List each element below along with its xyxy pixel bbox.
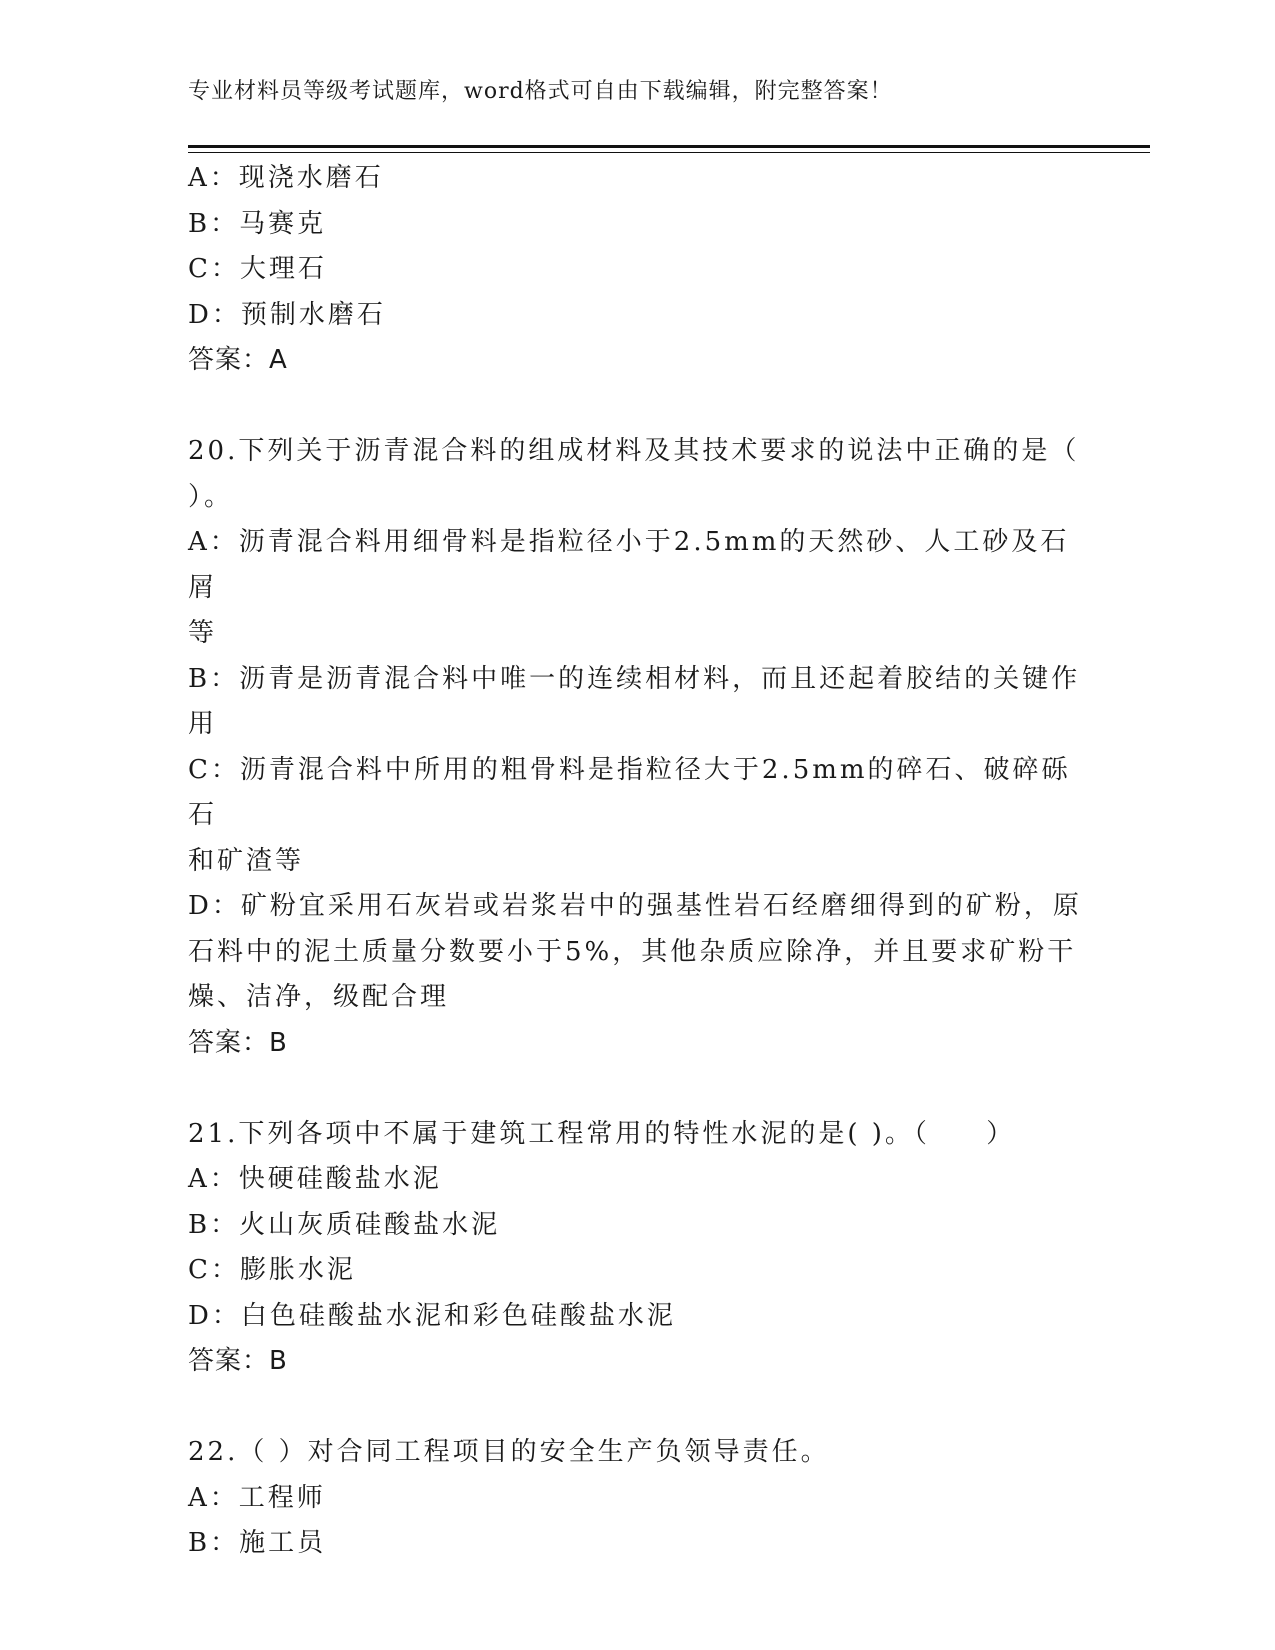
option-a: A：现浇水磨石: [188, 163, 384, 193]
spacer: [188, 384, 1088, 430]
spacer: [188, 1066, 1088, 1112]
option-d: D：白色硅酸盐水泥和彩色硅酸盐水泥: [188, 1300, 676, 1331]
option-a: A：快硬硅酸盐水泥: [188, 1164, 442, 1194]
page-header: 专业材料员等级考试题库，word格式可自由下载编辑，附完整答案！: [188, 79, 893, 104]
spacer: [188, 1385, 1088, 1431]
question-stem: 20.下列关于沥青混合料的组成材料及其技术要求的说法中正确的是（: [188, 436, 1080, 466]
option-c: 和矿渣等: [188, 845, 305, 876]
option-c: C：大理石: [188, 254, 327, 284]
option-b: 用: [188, 709, 218, 739]
option-c: C：沥青混合料中所用的粗骨料是指粒径大于2.5mm的碎石、破碎砾石: [188, 754, 1071, 830]
option-a: A：沥青混合料用细骨料是指粒径小于2.5mm的天然砂、人工砂及石屑: [188, 527, 1070, 603]
option-b: B：火山灰质硅酸盐水泥: [188, 1209, 501, 1240]
question-22: [188, 1430, 1088, 1567]
question-stem: 22.（ ）对合同工程项目的安全生产负领导责任。: [188, 1437, 830, 1467]
header-rule-thick: [188, 145, 1150, 148]
question-content: [188, 156, 1088, 1567]
option-b: B：施工员: [188, 1528, 327, 1558]
question-19: [188, 156, 1088, 384]
answer: 答案：B: [188, 1346, 288, 1376]
option-c: C：膨胀水泥: [188, 1255, 356, 1285]
header-rule-thin: [188, 152, 1150, 153]
option-d: 燥、洁净，级配合理: [188, 982, 450, 1012]
question-21: [188, 1112, 1088, 1385]
question-stem: 21.下列各项中不属于建筑工程常用的特性水泥的是( )。（ ）: [188, 1118, 1016, 1149]
option-b: B：马赛克: [188, 208, 327, 239]
option-b: B：沥青是沥青混合料中唯一的连续相材料，而且还起着胶结的关键作: [188, 663, 1081, 694]
answer: 答案：B: [188, 1027, 288, 1058]
question-20: [188, 429, 1088, 1066]
option-d: 石料中的泥土质量分数要小于5%，其他杂质应除净，并且要求矿粉干: [188, 936, 1077, 967]
option-a: A：工程师: [188, 1482, 326, 1513]
option-d: D：矿粉宜采用石灰岩或岩浆岩中的强基性岩石经磨细得到的矿粉，原: [188, 891, 1082, 921]
answer: 答案：A: [188, 345, 288, 375]
question-stem: ）。: [188, 481, 234, 512]
option-a: 等: [188, 618, 218, 648]
option-d: D：预制水磨石: [188, 299, 386, 330]
